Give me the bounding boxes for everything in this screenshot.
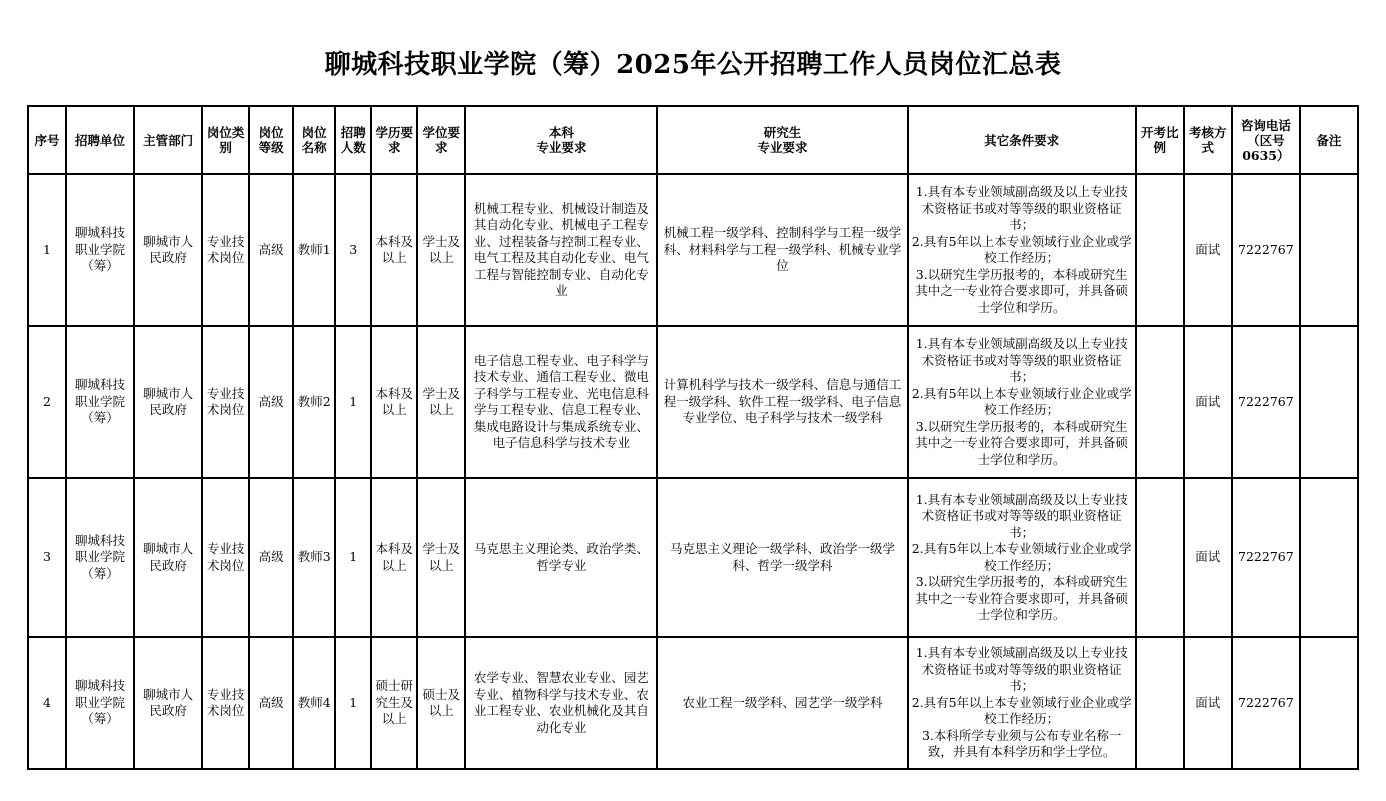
cell-edu: 本科及以上 [371, 478, 417, 637]
cell-unit: 聊城科技职业学院（筹） [66, 637, 134, 769]
cell-ratio [1136, 326, 1184, 478]
cell-seq: 4 [28, 637, 66, 769]
cell-count: 1 [335, 478, 371, 637]
header-post-level: 岗位等级 [249, 106, 293, 174]
cell-remark [1300, 326, 1358, 478]
table-row [28, 478, 1358, 637]
header-post-type: 岗位类别 [202, 106, 249, 174]
cell-ratio [1136, 478, 1184, 637]
other-item: 2.具有5年以上本专业领域行业企业或学校工作经历； [911, 541, 1132, 573]
cell-post-level: 高级 [249, 637, 293, 769]
table-row [28, 174, 1358, 326]
header-grad-major-line1: 研究生 [763, 125, 802, 140]
other-item: 1.具有本专业领域副高级及以上专业技术资格证书或对等等级的职业资格证书； [915, 645, 1128, 694]
cell-dept: 聊城市人民政府 [134, 326, 202, 478]
header-grad-major [657, 106, 907, 174]
header-bachelor-major [465, 106, 657, 174]
cell-remark [1300, 174, 1358, 326]
cell-remark [1300, 637, 1358, 769]
cell-unit: 聊城科技职业学院（筹） [66, 174, 134, 326]
other-item: 3.以研究生学历报考的，本科或研究生其中之一专业符合要求即可，并具备硕士学位和学历。 [915, 266, 1128, 315]
header-other: 其它条件要求 [908, 106, 1136, 174]
cell-post-type: 专业技术岗位 [202, 326, 249, 478]
cell-grad-major: 农业工程一级学科、园艺学一级学科 [657, 637, 907, 769]
cell-phone: 7222767 [1232, 478, 1300, 637]
page-title: 聊城科技职业学院（筹）2025年公开招聘工作人员岗位汇总表 [324, 50, 1062, 80]
other-item: 1.具有本专业领域副高级及以上专业技术资格证书或对等等级的职业资格证书； [915, 336, 1128, 384]
header-exam: 考核方式 [1184, 106, 1232, 174]
cell-degree: 学士及以上 [417, 478, 465, 637]
cell-unit: 聊城科技职业学院（筹） [66, 326, 134, 478]
header-phone-line1: 咨询电话 [1240, 117, 1291, 133]
header-bachelor-major-line1: 本科 [548, 125, 574, 140]
cell-exam: 面试 [1184, 326, 1232, 478]
cell-ratio [1136, 637, 1184, 769]
cell-edu: 硕士研究生及以上 [371, 637, 417, 769]
cell-post-type: 专业技术岗位 [202, 637, 249, 769]
header-phone-line2: （区号 [1247, 132, 1285, 148]
cell-degree: 学士及以上 [417, 174, 465, 326]
cell-bachelor-major: 马克思主义理论类、政治学类、哲学专业 [465, 478, 657, 637]
cell-post-name: 教师1 [293, 174, 335, 326]
cell-count: 1 [335, 326, 371, 478]
recruitment-table [27, 105, 1359, 770]
header-phone [1232, 106, 1300, 174]
header-ratio: 开考比例 [1136, 106, 1184, 174]
cell-grad-major: 机械工程一级学科、控制科学与工程一级学科、材料科学与工程一级学科、机械专业学位 [657, 174, 907, 326]
cell-post-name: 教师3 [293, 478, 335, 637]
table-row [28, 637, 1358, 769]
cell-seq: 2 [28, 326, 66, 478]
cell-post-level: 高级 [249, 326, 293, 478]
cell-dept: 聊城市人民政府 [134, 174, 202, 326]
cell-dept: 聊城市人民政府 [134, 637, 202, 769]
cell-grad-major: 计算机科学与技术一级学科、信息与通信工程一级学科、软件工程一级学科、电子信息专业学位、电子科学与技术一级学科 [657, 326, 907, 478]
cell-count: 3 [335, 174, 371, 326]
cell-phone: 7222767 [1232, 326, 1300, 478]
cell-post-level: 高级 [249, 478, 293, 637]
other-item: 1.具有本专业领域副高级及以上专业技术资格证书或对等等级的职业资格证书； [915, 184, 1128, 232]
header-degree: 学位要求 [417, 106, 465, 174]
other-item: 2.具有5年以上本专业领域行业企业或学校工作经历； [911, 385, 1132, 417]
cell-other [908, 478, 1136, 637]
cell-phone: 7222767 [1232, 174, 1300, 326]
cell-exam: 面试 [1184, 478, 1232, 637]
cell-post-type: 专业技术岗位 [202, 478, 249, 637]
cell-unit: 聊城科技职业学院（筹） [66, 478, 134, 637]
other-item: 1.具有本专业领域副高级及以上专业技术资格证书或对等等级的职业资格证书； [915, 491, 1128, 540]
header-phone-line3: 0635） [1242, 147, 1290, 163]
cell-exam: 面试 [1184, 174, 1232, 326]
header-count: 招聘人数 [335, 106, 371, 174]
other-item: 2.具有5年以上本专业领域行业企业或学校工作经历； [911, 233, 1132, 265]
cell-other [908, 174, 1136, 326]
cell-other [908, 637, 1136, 769]
header-grad-major-line2: 专业要求 [757, 140, 808, 155]
cell-ratio [1136, 174, 1184, 326]
header-bachelor-major-line2: 专业要求 [536, 140, 587, 155]
header-seq: 序号 [28, 106, 66, 174]
cell-post-level: 高级 [249, 174, 293, 326]
cell-other [908, 326, 1136, 478]
cell-degree: 学士及以上 [417, 326, 465, 478]
cell-edu: 本科及以上 [371, 326, 417, 478]
header-edu: 学历要求 [371, 106, 417, 174]
cell-bachelor-major: 农学专业、智慧农业专业、园艺专业、植物科学与技术专业、农业工程专业、农业机械化及其自动化专业 [465, 637, 657, 769]
header-row [28, 106, 1358, 174]
cell-post-name: 教师2 [293, 326, 335, 478]
table-row [28, 326, 1358, 478]
other-item: 3.本科所学专业须与公布专业名称一致，并具有本科学历和学士学位。 [921, 727, 1122, 760]
header-remark: 备注 [1300, 106, 1358, 174]
cell-bachelor-major: 电子信息工程专业、电子科学与技术专业、通信工程专业、微电子科学与工程专业、光电信息科学与工程专业、信息工程专业、集成电路设计与集成系统专业、电子信息科学与技术专业 [465, 326, 657, 478]
cell-remark [1300, 478, 1358, 637]
cell-post-name: 教师4 [293, 637, 335, 769]
cell-post-type: 专业技术岗位 [202, 174, 249, 326]
header-post-name: 岗位名称 [293, 106, 335, 174]
header-unit: 招聘单位 [66, 106, 134, 174]
cell-dept: 聊城市人民政府 [134, 478, 202, 637]
other-item: 2.具有5年以上本专业领域行业企业或学校工作经历； [911, 694, 1132, 727]
cell-phone: 7222767 [1232, 637, 1300, 769]
cell-edu: 本科及以上 [371, 174, 417, 326]
cell-grad-major: 马克思主义理论一级学科、政治学一级学科、哲学一级学科 [657, 478, 907, 637]
other-item: 3.以研究生学历报考的，本科或研究生其中之一专业符合要求即可，并具备硕士学位和学历。 [915, 574, 1128, 622]
cell-count: 1 [335, 637, 371, 769]
other-item: 3.以研究生学历报考的，本科或研究生其中之一专业符合要求即可，并具备硕士学位和学历。 [915, 418, 1128, 467]
cell-degree: 硕士及以上 [417, 637, 465, 769]
header-dept: 主管部门 [134, 106, 202, 174]
cell-exam: 面试 [1184, 637, 1232, 769]
cell-seq: 3 [28, 478, 66, 637]
cell-bachelor-major: 机械工程专业、机械设计制造及其自动化专业、机械电子工程专业、过程装备与控制工程专业、电气工程及其自动化专业、电气工程与智能控制专业、自动化专业 [465, 174, 657, 326]
cell-seq: 1 [28, 174, 66, 326]
